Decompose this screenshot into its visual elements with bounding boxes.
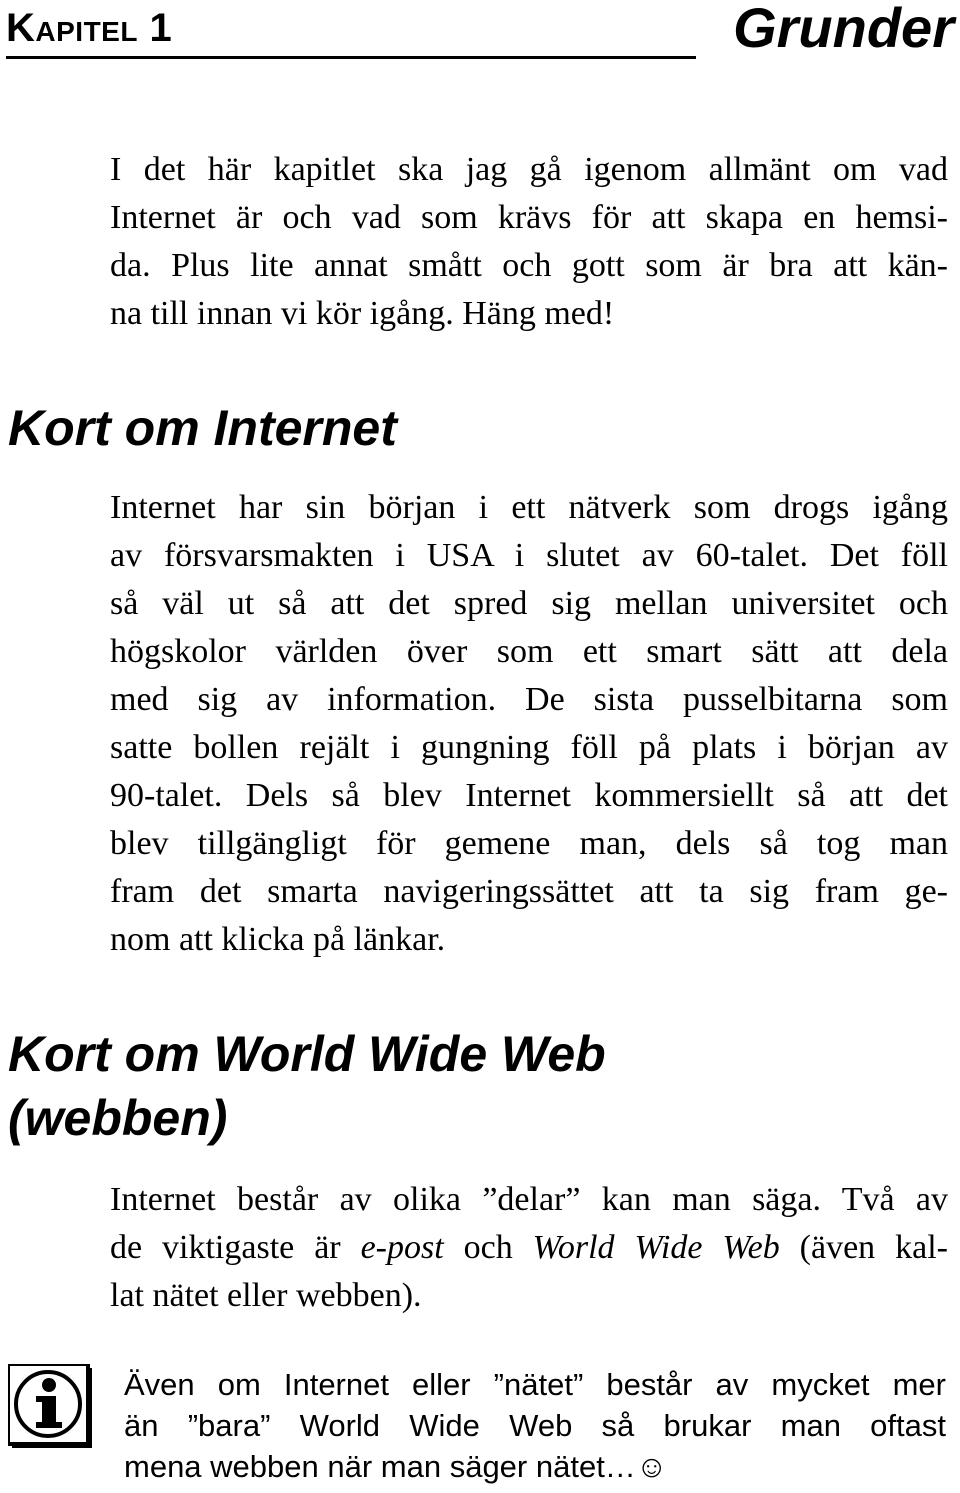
www-paragraph (110, 1176, 948, 1320)
text-line: lat nätet eller webben). (110, 1277, 422, 1314)
note-line (124, 1446, 946, 1487)
text-line: satte bollen rejält i gungning föll på plats i början av (110, 729, 948, 766)
heading-line: (webben) (8, 1090, 228, 1146)
text-fragment: (även kal- (779, 1229, 948, 1266)
text-line: Internet är och vad som krävs för att skapa en hemsi- (110, 199, 948, 236)
info-note (124, 1364, 946, 1487)
emphasis-www: World Wide Web (532, 1229, 780, 1266)
note-text: mena webben när man säger nätet… (124, 1449, 636, 1484)
text-line: Internet har sin början i ett nätverk som drogs igång (110, 489, 948, 526)
text-line: nom att klicka på länkar. (110, 921, 446, 958)
internet-paragraph (110, 484, 948, 964)
text-line: Internet består av olika ”delar” kan man säga. Två av (110, 1181, 948, 1218)
text-line: av försvarsmakten i USA i slutet av 60-talet. Det föll (110, 537, 948, 574)
heading-line: Kort om World Wide Web (8, 1026, 606, 1082)
text-line: I det här kapitlet ska jag gå igenom allmänt om vad (110, 151, 948, 188)
emphasis-epost: e-post (360, 1229, 444, 1266)
text-line (110, 1224, 948, 1272)
header-rule (6, 56, 696, 59)
note-line: än ”bara” World Wide Web så brukar man oftast (124, 1408, 946, 1443)
text-line: med sig av information. De sista pusselbitarna som (110, 681, 948, 718)
section-heading-www (8, 1022, 606, 1150)
text-line: blev tillgängligt för gemene man, dels så tog man (110, 825, 948, 862)
text-line: na till innan vi kör igång. Häng med! (110, 295, 615, 332)
text-line: fram det smarta navigeringssättet att ta sig fram ge- (110, 873, 948, 910)
text-line: da. Plus lite annat smått och gott som är bra att kän- (110, 247, 948, 284)
note-line: Även om Internet eller ”nätet” består av mycket mer (124, 1367, 946, 1402)
chapter-title: Grunder (733, 0, 954, 59)
text-line: 90-talet. Dels så blev Internet kommersiellt så att det (110, 777, 948, 814)
text-line: högskolor världen över som ett smart sätt att dela (110, 633, 948, 670)
text-fragment: de viktigaste är (110, 1229, 361, 1266)
chapter-number: Kapitel 1 (6, 6, 173, 50)
text-fragment: och (443, 1229, 533, 1266)
text-line: så väl ut så att det spred sig mellan universitet och (110, 585, 948, 622)
smiley-icon: ☺ (635, 1449, 668, 1484)
section-heading-internet: Kort om Internet (8, 400, 397, 456)
chapter-header (6, 0, 954, 60)
info-icon (8, 1364, 94, 1450)
intro-paragraph (110, 146, 948, 338)
